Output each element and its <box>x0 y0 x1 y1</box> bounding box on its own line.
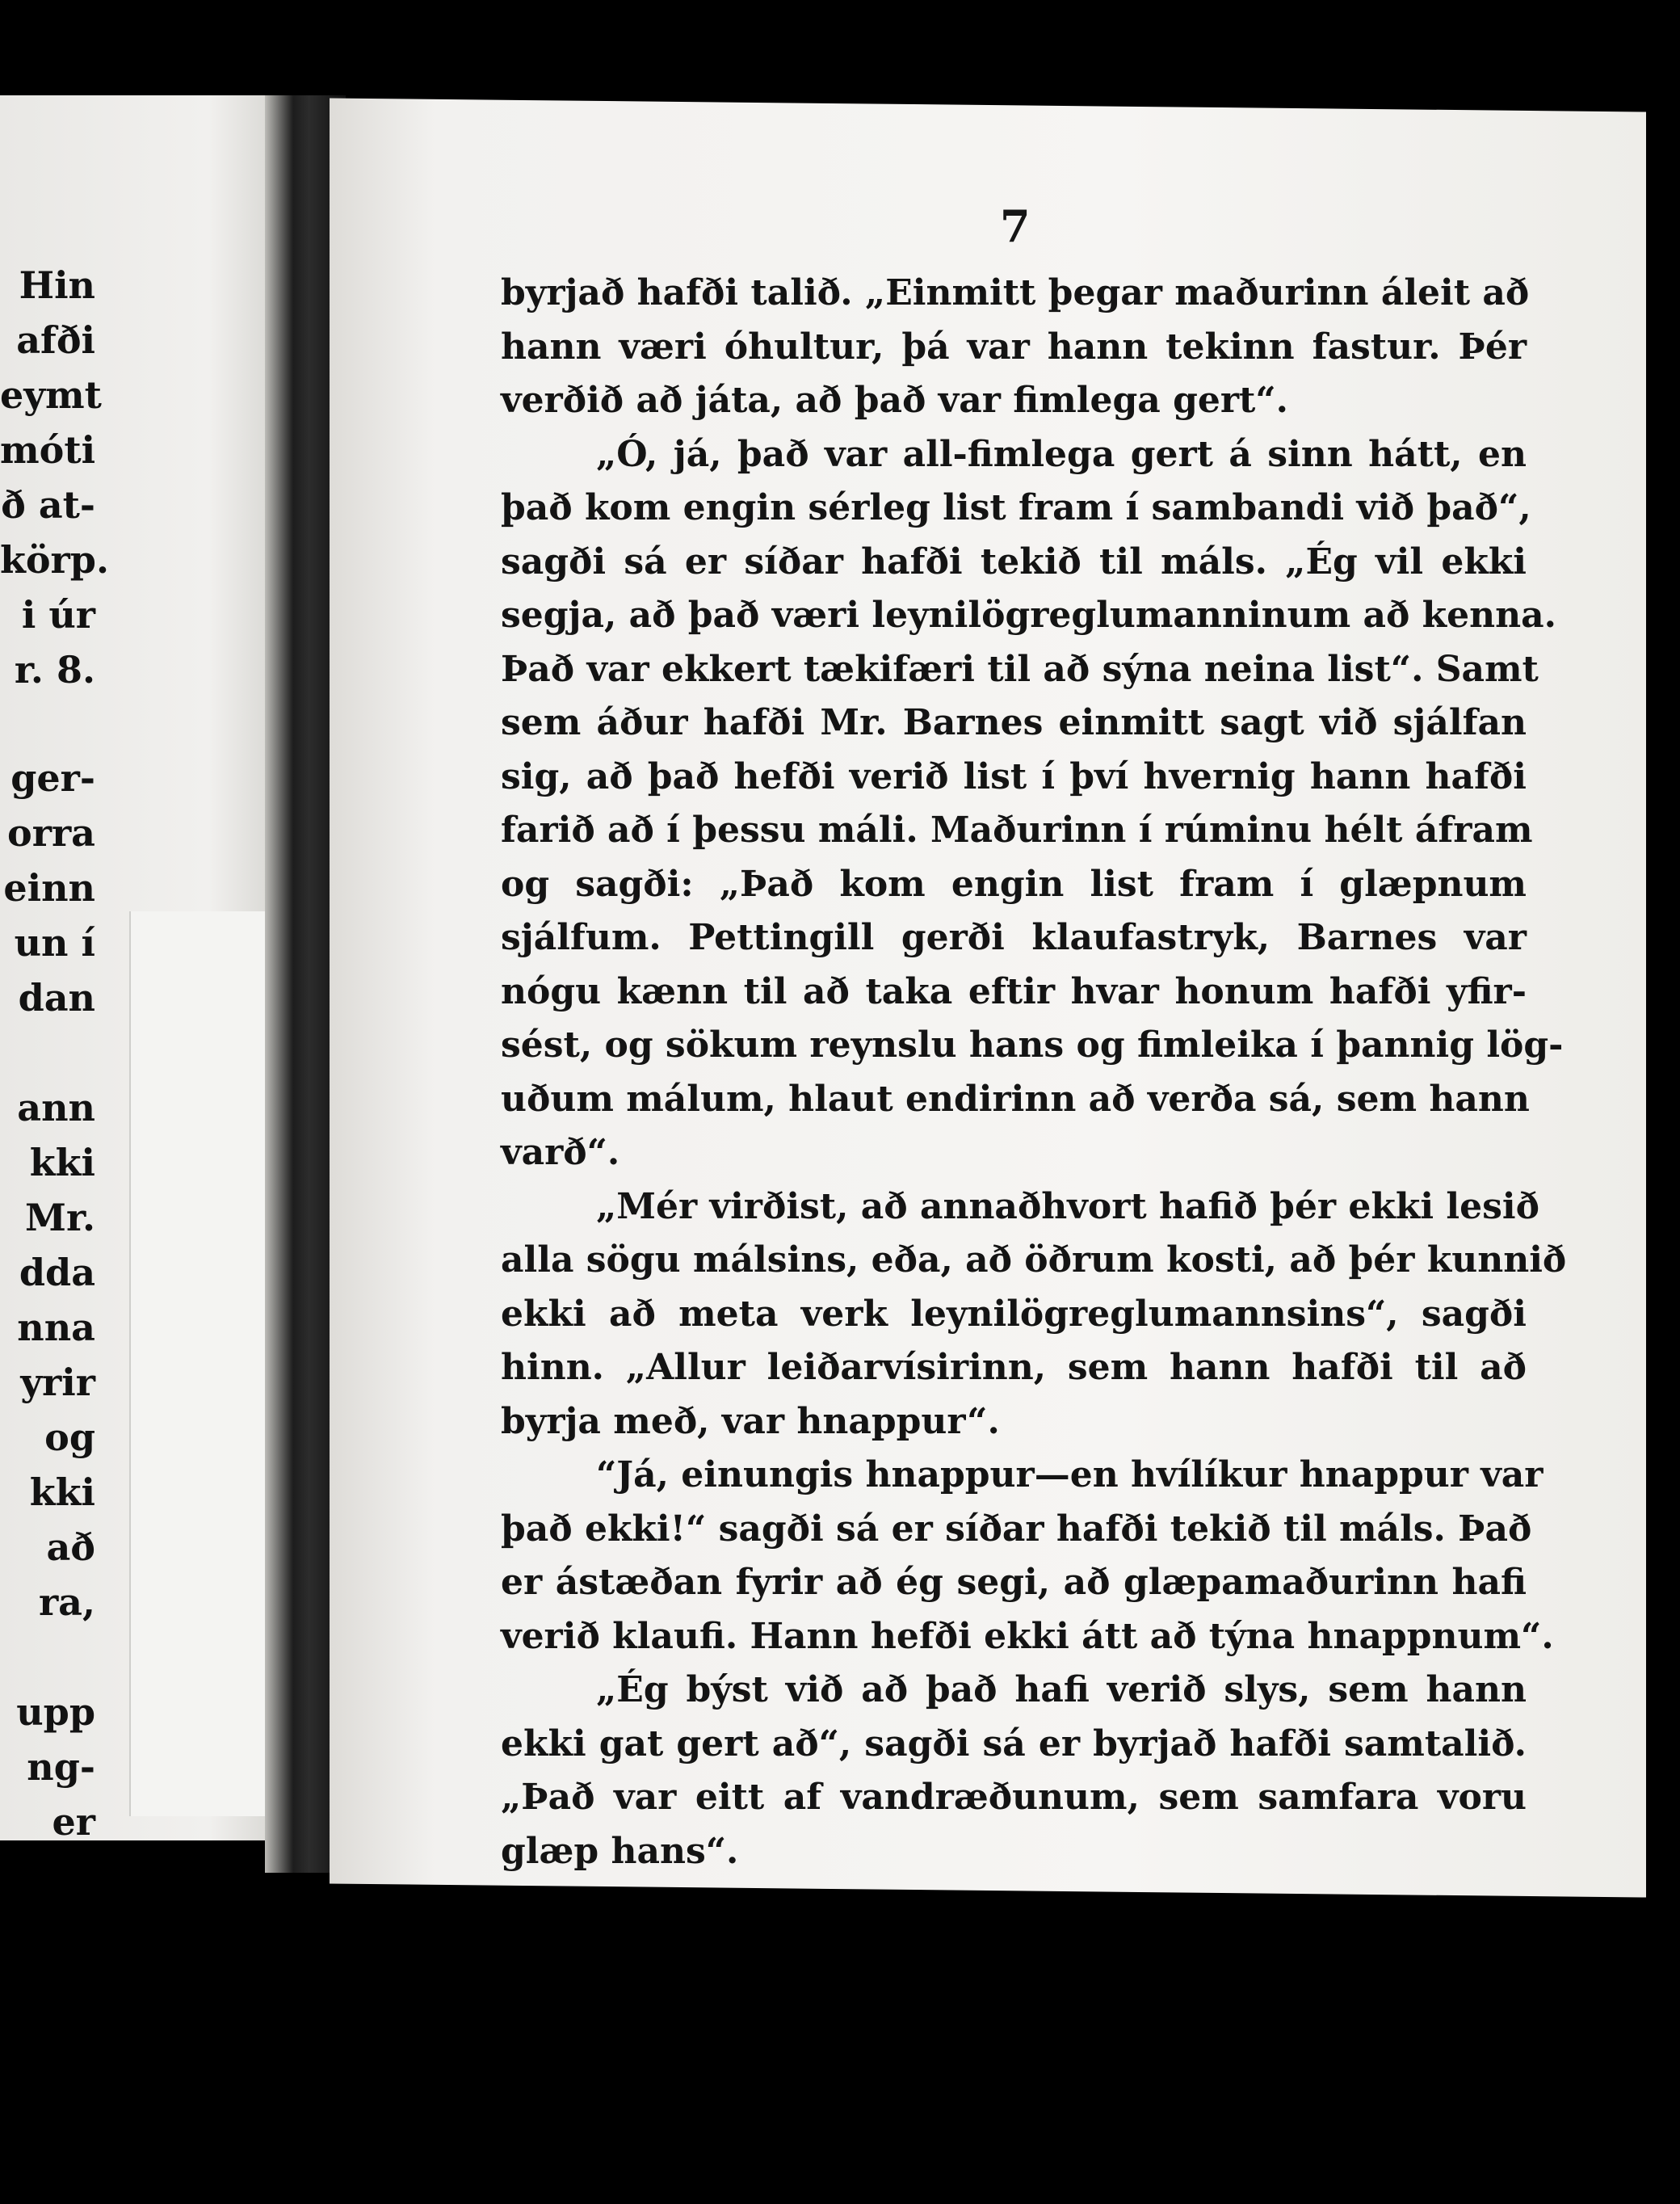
text-line: það kom engin sérleg list fram í sambandi við það“, <box>501 487 1531 528</box>
text-line: „Ég býst við að það hafi verið slys, sem hann <box>596 1669 1527 1710</box>
left-page-line: orra <box>7 811 95 855</box>
text-line: Það var ekkert tækifæri til að sýna neina list“. Samt <box>501 648 1539 690</box>
text-line: verið klaufi. Hann hefði ekki átt að týna hnappnum“. <box>501 1615 1554 1657</box>
text-line: sem áður hafði Mr. Barnes einmitt sagt við sjálfan <box>501 702 1527 743</box>
text-line: “Já, einungis hnappur—en hvílíkur hnappur var <box>596 1454 1544 1495</box>
text-line: og sagði: „Það kom engin list fram í glæpnum <box>501 863 1527 905</box>
text-line: það ekki!“ sagði sá er síðar hafði tekið til máls. Það <box>501 1508 1532 1550</box>
left-page-line: i úr <box>21 593 95 637</box>
left-page-line: eymt <box>0 373 102 417</box>
left-page-line: un í <box>14 921 95 965</box>
text-line: segja, að það væri leynilögreglumanninum að kenna. <box>501 595 1556 636</box>
text-line: glæp hans“. <box>501 1830 739 1872</box>
text-line: hinn. „Allur leiðarvísirinn, sem hann hafði til að <box>501 1347 1527 1388</box>
left-page-line: ann <box>17 1086 95 1129</box>
text-line: hann væri óhultur, þá var hann tekinn fastur. Þér <box>501 326 1527 368</box>
left-page-line: er <box>52 1800 95 1844</box>
text-line: sést, og sökum reynslu hans og fimleika í þannig lög- <box>501 1024 1564 1066</box>
text-line: byrja með, var hnappur“. <box>501 1400 1000 1442</box>
text-line: sagði sá er síðar hafði tekið til máls. „Ég vil ekki <box>501 540 1527 583</box>
text-line: sig, að það hefði verið list í því hvernig hann hafði <box>501 755 1527 797</box>
left-page-line: körp. <box>0 538 109 582</box>
text-line: „Ó, já, það var all-fimlega gert á sinn hátt, en <box>596 433 1527 475</box>
body-text <box>501 267 1567 1878</box>
text-line: alla sögu málsins, eða, að öðrum kosti, að þér kunnið <box>501 1239 1567 1281</box>
left-page-line: Mr. <box>25 1196 95 1239</box>
left-page-line: yrir <box>20 1361 95 1404</box>
left-page-line: r. 8. <box>14 648 95 692</box>
left-page-line: afði <box>16 318 95 362</box>
left-page-line: Hin <box>19 263 95 307</box>
text-line: ekki að meta verk leynilögreglumannsins“, sagði <box>501 1293 1527 1335</box>
left-page-line: upp <box>16 1690 95 1734</box>
left-page-line: kki <box>29 1470 95 1514</box>
text-line: farið að í þessu máli. Maðurinn í rúminu hélt áfram <box>501 810 1533 851</box>
text-line: „Mér virðist, að annaðhvort hafið þér ekki lesið <box>596 1185 1539 1227</box>
left-page-line: ra, <box>38 1580 95 1624</box>
text-line: byrjað hafði talið. „Einmitt þegar maðurinn áleit að <box>501 272 1530 313</box>
text-line: verðið að játa, að það var fimlega gert“. <box>501 380 1288 421</box>
page-number: 7 <box>1000 200 1031 252</box>
text-line: nógu kænn til að taka eftir hvar honum hafði yfir- <box>501 970 1527 1012</box>
left-page-line: kki <box>29 1141 95 1184</box>
left-page-line: ger- <box>10 756 95 800</box>
left-page-line: ng- <box>27 1745 95 1789</box>
left-page-line: og <box>44 1415 95 1459</box>
text-line: sjálfum. Pettingill gerði klaufastryk, Barnes var <box>501 917 1527 958</box>
left-page-line: einn <box>3 866 95 910</box>
text-line: uðum málum, hlaut endirinn að verða sá, sem hann <box>501 1078 1530 1120</box>
left-page-line: nna <box>17 1306 95 1349</box>
text-line: er ástæðan fyrir að ég segi, að glæpamaðurinn hafi <box>501 1562 1527 1603</box>
left-page-line: dda <box>19 1251 95 1294</box>
text-line: ekki gat gert að“, sagði sá er byrjað hafði samtalið. <box>501 1722 1527 1764</box>
left-page-line: dan <box>18 976 95 1020</box>
left-page-line: móti <box>0 428 96 472</box>
text-line: varð“. <box>501 1132 620 1173</box>
left-page-line: ð at- <box>1 483 95 527</box>
text-line: „Það var eitt af vandræðunum, sem samfara voru <box>501 1777 1527 1818</box>
left-page-line: að <box>46 1525 95 1569</box>
